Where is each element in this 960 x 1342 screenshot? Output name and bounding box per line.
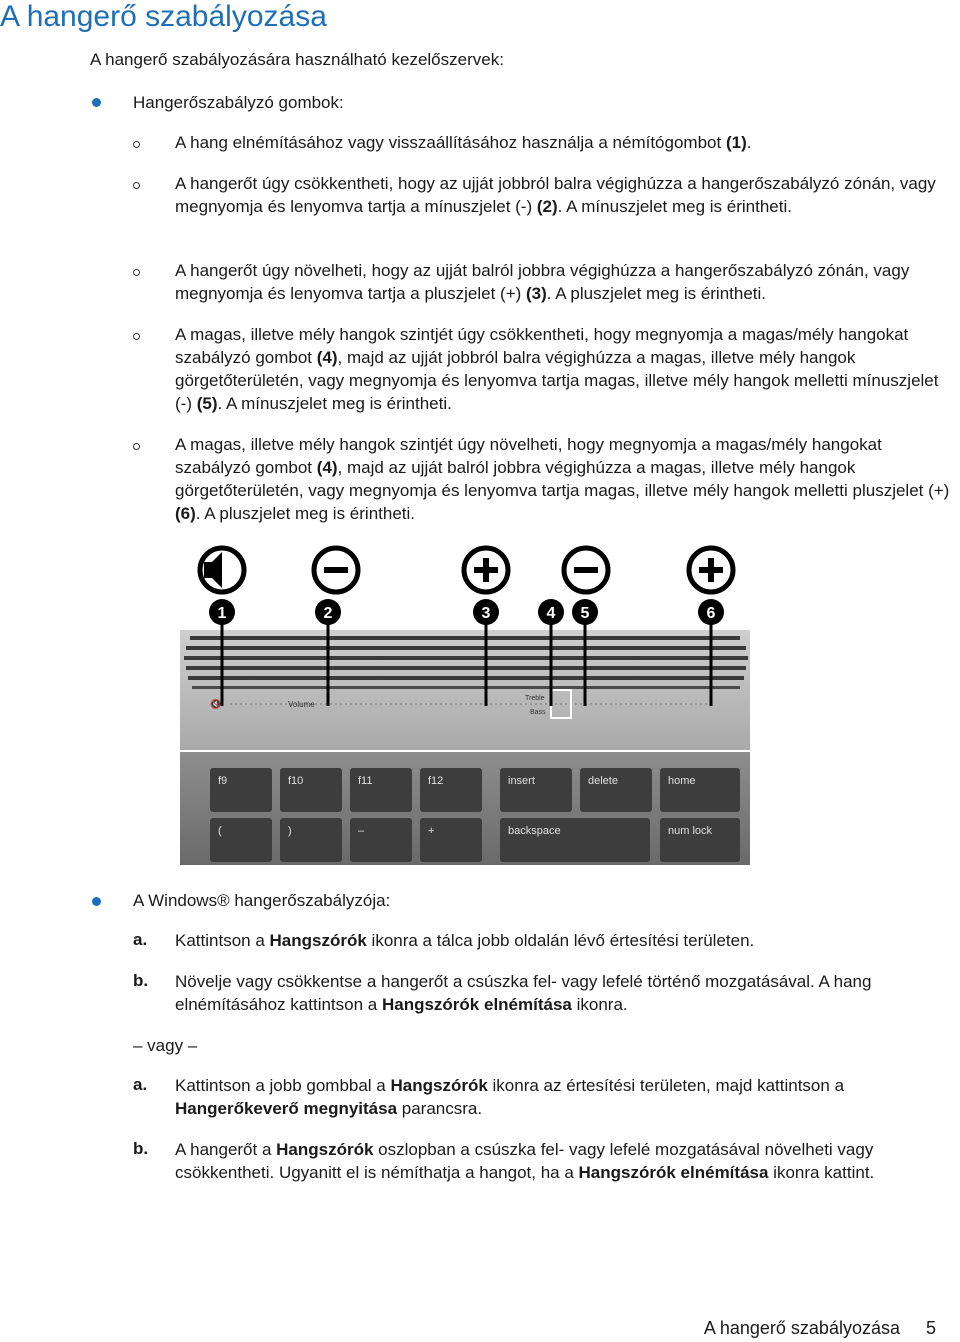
key-label: ( [218,825,222,837]
minus-icon-bar [574,567,598,573]
list-item: A magas, illetve mély hangok szintjét úgy csökkentheti, hogy megnyomja a magas/mély hangokat szabályzó gombot (4), majd az ujját jobbról balra végighúzza a magas, illetve mély hangok görgetőterületén, vagy megnyomja és lenyomva tartja magas, illetve mély hangok melletti mínuszjelet (-) (5). A mínuszjelet meg is érintheti. [175,325,939,413]
or-separator: – vagy – [133,1036,198,1055]
key-label: ) [288,825,292,837]
plus-icon-bar [708,558,714,582]
mute-icon: 🔇 [210,699,222,709]
step-text: Kattintson a Hangszórók ikonra a tálca jobb oldalán lévő értesítési területen. [175,931,755,950]
callout-number: 4 [546,605,556,622]
callout-number: 5 [580,605,590,622]
step-text: Kattintson a jobb gombbal a Hangszórók ikonra az értesítési területen, majd kattintson a Hangerőkeverő megnyitása parancsra. [175,1076,845,1118]
callout-number: 2 [323,605,333,622]
sub-bullet [133,182,140,189]
step-label: a. [133,1075,148,1094]
step-label: b. [133,1139,149,1158]
list-item: A hangerőt úgy növelheti, hogy az ujját balról jobbra végighúzza a hangerőszabályzó zónán, vagy megnyomja és lenyomva tartja a pluszjelet (+) (3). A pluszjelet meg is érintheti. [175,261,910,303]
key-label: f9 [218,775,228,787]
page-title: A hangerő szabályozása [0,0,327,33]
key-label: – [358,825,365,837]
volume-controls-photo [170,540,770,865]
step-label: b. [133,971,149,990]
minus-icon-bar [324,567,348,573]
page-number: 5 [925,1318,936,1338]
sub-bullet [133,333,140,340]
plus-icon-bar [483,558,489,582]
list-item: A hangerőt úgy csökkentheti, hogy az ujját jobbról balra végighúzza a hangerőszabályzó zónán, vagy megnyomja és lenyomva tartja a mínuszjelet (-) (2). A mínuszjelet meg is érintheti. [175,174,936,216]
footer-title: A hangerő szabályozása [703,1318,900,1338]
key-label: insert [508,775,535,787]
key-label: backspace [508,825,561,837]
key-label: f12 [428,775,444,787]
page-footer [704,1318,936,1339]
bullet-heading-buttons: Hangerőszabályzó gombok: [133,93,344,112]
bullet-heading-windows: A Windows® hangerőszabályzója: [133,891,391,910]
step-text: A hangerőt a Hangszórók oszlopban a csúszka fel- vagy lefelé mozgatásával növelheti vagy csökkentheti. Ugyanitt el is némíthatja a hangot, ha a Hangszórók elnémítása ikonra kattint. [175,1140,875,1182]
sub-bullet [133,269,140,276]
callout-number: 3 [481,605,491,622]
volume-label: Volume [288,700,315,709]
sub-bullet [133,443,140,450]
key-label: + [428,825,435,837]
key-label: f11 [358,775,373,787]
step-label: a. [133,930,148,949]
key-label: home [668,775,696,787]
key-label: delete [588,775,618,787]
sub-bullet [133,141,140,148]
key-label: num lock [668,825,713,837]
callout-number: 1 [217,605,227,622]
bullet-dot [92,98,101,107]
list-item: A hang elnémításához vagy visszaállításához használja a némítógombot (1). [175,133,752,152]
bass-label: Bass [530,709,546,716]
bullet-dot [92,897,101,906]
step-text: Növelje vagy csökkentse a hangerőt a csúszka fel- vagy lefelé történő mozgatásával. A hang elnémításához kattintson a Hangszórók elnémítása ikonra. [175,972,872,1014]
treble-label: Treble [525,695,545,702]
key-label: f10 [288,775,304,787]
list-item: A magas, illetve mély hangok szintjét úgy növelheti, hogy megnyomja a magas/mély hangokat szabályzó gombot (4), majd az ujját balról jobbra végighúzza a magas, illetve mély hangok görgetőterületén, vagy megnyomja és lenyomva tartja magas, illetve mély hangok melletti pluszjelet (+) (6). A pluszjelet meg is érintheti. [175,435,950,523]
intro-text: A hangerő szabályozására használható kezelőszervek: [90,50,504,69]
callout-number: 6 [706,605,716,622]
